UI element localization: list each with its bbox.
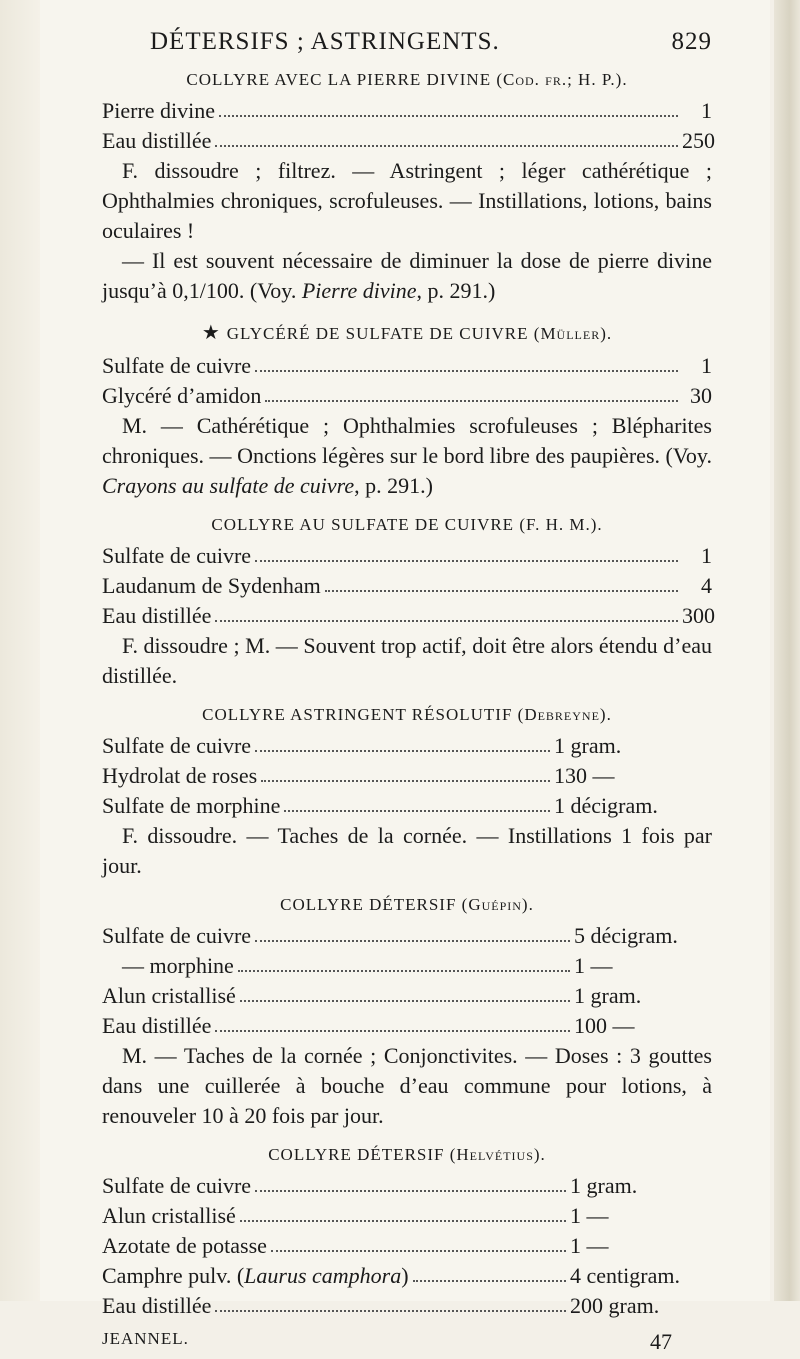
ingredient-name: Glycéré d’amidon [102, 383, 262, 408]
ingredient-qty: 1 — [574, 953, 613, 978]
dot-leader [325, 590, 678, 592]
recipe-instructions: F. dissoudre ; M. — Souvent trop actif, doit être alors étendu d’eau distillée. [102, 633, 712, 688]
ingredient-qty: 1 gram. [574, 983, 642, 1008]
ingredient-qty: 200 gram. [570, 1293, 660, 1318]
ingredient-name [102, 1261, 409, 1291]
ingredient-name: Hydrolat de roses [102, 763, 258, 788]
ingredient-row [102, 351, 712, 381]
recipe-helvetius [102, 1171, 702, 1321]
ingredient-name: Sulfate de morphine [102, 793, 281, 818]
recipe-title-helvetius: COLLYRE DÉTERSIF (Helvétius). [268, 1145, 546, 1164]
dot-leader [238, 970, 570, 972]
ingredient-qty: 1 [701, 353, 712, 378]
dot-leader [215, 620, 678, 622]
instructions-text: M. — Cathérétique ; Ophthalmies scrofuleuses ; Blépharites chroniques. — Onctions légères sur le bord libre des paupières. (Voy. [102, 413, 712, 468]
dot-leader [215, 1310, 566, 1312]
ingredient-row [102, 981, 692, 1011]
ingredient-row [102, 571, 712, 601]
cross-reference: Pierre divine [301, 278, 417, 303]
ingredient-row [102, 96, 712, 126]
ingredient-qty: 1 [701, 543, 712, 568]
recipe-note [102, 246, 712, 306]
ingredient-row [102, 1231, 702, 1261]
ingredient-qty: 1 gram. [554, 733, 622, 758]
ingredient-name: Azotate de potasse [102, 1233, 267, 1258]
ingredient-name: Alun cristallisé [102, 983, 236, 1008]
ingredient-qty: 130 — [554, 763, 615, 788]
dot-leader [219, 115, 678, 117]
ingredient-qty: 30 [690, 383, 712, 408]
ingredient-row [102, 1291, 702, 1321]
ingredient-name-close: ) [401, 1263, 409, 1288]
dot-leader [271, 1250, 566, 1252]
ingredient-row [102, 1171, 702, 1201]
ingredient-qty: 300 [682, 603, 715, 628]
cross-reference: Crayons au sulfate de cuivre [102, 473, 355, 498]
dot-leader [240, 1000, 570, 1002]
dot-leader [255, 750, 550, 752]
ingredient-row [102, 761, 672, 791]
ingredient-qty: 4 [701, 573, 712, 598]
ingredient-name: Sulfate de cuivre [102, 353, 252, 378]
dot-leader [215, 1030, 570, 1032]
recipe-debreyne [102, 731, 672, 821]
ingredient-row [102, 1011, 692, 1041]
gathering-number: 47 [650, 1329, 672, 1354]
recipe-pierre-divine [102, 96, 715, 156]
latin-name: Laurus camphora [244, 1263, 402, 1288]
dot-leader [255, 940, 570, 942]
recipe-guepin [102, 921, 692, 1041]
ingredient-name-text: Camphre pulv. ( [102, 1263, 245, 1288]
ingredient-name: — morphine [122, 953, 234, 978]
dot-leader [240, 1220, 566, 1222]
ingredient-qty: 1 gram. [570, 1173, 638, 1198]
ingredient-row [102, 126, 715, 156]
ingredient-name: Sulfate de cuivre [102, 543, 252, 568]
ingredient-name: Eau distillée [102, 1013, 212, 1038]
ingredient-name: Alun cristallisé [102, 1203, 236, 1228]
ingredient-name: Sulfate de cuivre [102, 923, 252, 948]
recipe-title-sulfate-cuivre: COLLYRE AU SULFATE DE CUIVRE (F. H. M.). [211, 515, 603, 534]
dot-leader [255, 370, 678, 372]
recipe-instructions [102, 411, 712, 501]
dot-leader [255, 560, 678, 562]
recipe-title-glycere [102, 320, 712, 345]
note-text: — Il est souvent nécessaire de diminuer la dose de pierre divine jusqu’à 0,1/100. (Voy. [102, 248, 712, 303]
recipe-instructions: M. — Taches de la cornée ; Conjonctivites. — Doses : 3 gouttes dans une cuillerée à bouche d’eau commune pour lotions, à renouveler 10 à 20 fois par jour. [102, 1043, 712, 1128]
page-edge-left [0, 0, 40, 1301]
ingredient-qty: 1 — [570, 1203, 609, 1228]
star-icon: ★ [201, 322, 221, 344]
recipe-title-guepin: COLLYRE DÉTERSIF (Guépin). [280, 895, 534, 914]
ingredient-row [102, 791, 672, 821]
ingredient-qty: 1 décigram. [554, 793, 658, 818]
recipe-instructions: F. dissoudre ; filtrez. — Astringent ; léger cathérétique ; Ophthalmies chroniques, scrofuleuses. — Instillations, lotions, bains oculaires ! [102, 158, 712, 243]
signature-mark: JEANNEL. [102, 1329, 189, 1348]
dot-leader [255, 1190, 566, 1192]
recipe-instructions: F. dissoudre. — Taches de la cornée. — Instillations 1 fois par jour. [102, 823, 712, 878]
page-edge-right [774, 0, 800, 1301]
ingredient-name: Eau distillée [102, 1293, 212, 1318]
running-title: DÉTERSIFS ; ASTRINGENTS. [150, 28, 500, 55]
dot-leader [261, 780, 550, 782]
dot-leader [284, 810, 550, 812]
ingredient-row [102, 601, 715, 631]
ingredient-name: Eau distillée [102, 128, 212, 153]
ingredient-name: Sulfate de cuivre [102, 1173, 252, 1198]
ingredient-row [102, 1261, 702, 1291]
ingredient-qty: 5 décigram. [574, 923, 678, 948]
ingredient-row [102, 381, 712, 411]
ingredient-name: Sulfate de cuivre [102, 733, 252, 758]
dot-leader [215, 145, 678, 147]
recipe-glycere [102, 351, 712, 411]
page-number: 829 [671, 28, 712, 55]
running-header [102, 28, 712, 64]
ingredient-qty: 250 [682, 128, 715, 153]
ingredient-qty: 1 — [570, 1233, 609, 1258]
dot-leader [413, 1280, 566, 1282]
ingredient-name: Laudanum de Sydenham [102, 573, 321, 598]
recipe-title-text: GLYCÉRÉ DE SULFATE DE CUIVRE (Müller). [226, 324, 613, 343]
ingredient-qty: 1 [701, 98, 712, 123]
page-footer [102, 1329, 712, 1359]
dot-leader [265, 400, 678, 402]
ingredient-name: Pierre divine [102, 98, 216, 123]
ingredient-row [102, 921, 692, 951]
recipe-title-pierre-divine: COLLYRE AVEC LA PIERRE DIVINE (Cod. fr.; H. P.). [186, 70, 628, 89]
ingredient-row [102, 731, 672, 761]
recipe-sulfate-cuivre [102, 541, 715, 631]
ingredient-row [102, 1201, 702, 1231]
instructions-text-end: , p. 291.) [354, 473, 433, 498]
ingredient-name: Eau distillée [102, 603, 212, 628]
ingredient-qty: 4 centigram. [570, 1263, 680, 1288]
ingredient-row [102, 951, 692, 981]
note-text-end: , p. 291.) [416, 278, 496, 303]
recipe-title-debreyne: COLLYRE ASTRINGENT RÉSOLUTIF (Debreyne). [202, 705, 612, 724]
page-content [102, 28, 715, 1359]
ingredient-qty: 100 — [574, 1013, 635, 1038]
ingredient-row [102, 541, 712, 571]
